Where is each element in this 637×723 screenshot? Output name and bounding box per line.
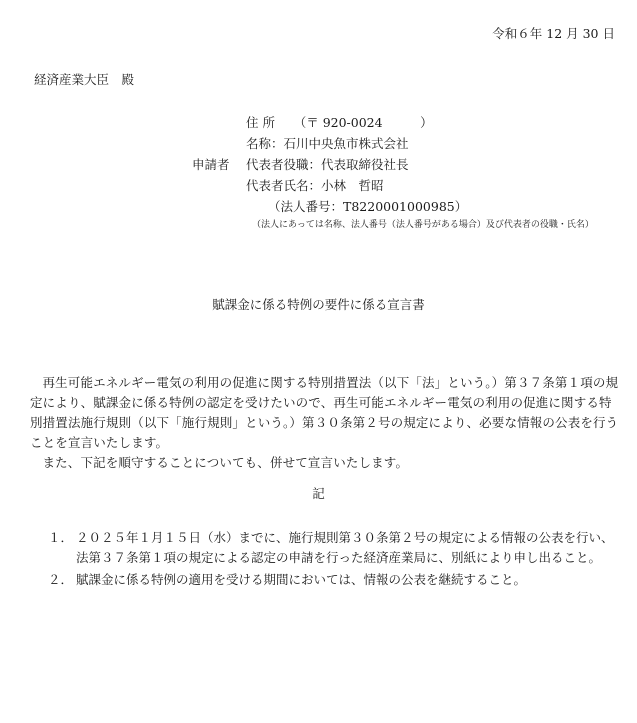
item-list <box>48 528 618 592</box>
item-text: 賦課金に係る特例の適用を受ける期間においては、情報の公表を継続すること。 <box>76 572 527 587</box>
applicant-address: 住 所 （〒 920-0024 ） <box>246 115 433 130</box>
applicant-note: （法人にあっては名称、法人番号（法人番号がある場合）及び代表者の役職・氏名） <box>252 220 594 230</box>
ki-heading: 記 <box>312 486 325 501</box>
item-text: ２０２５年１月１５日（水）までに、施行規則第３０条第２号の規定による情報の公表を行い、法第３７条第１項の規定による認定の申請を行った経済産業局に、別紙により申し出ること。 <box>76 530 614 565</box>
declaration-paragraph-1: 再生可能エネルギー電気の利用の促進に関する特別措置法（以下「法」という。）第３７条第１項の規定により、賦課金に係る特例の認定を受けたいので、再生可能エネルギー電気の利用の促進に関する特別措置法施行規則（以下「施行規則」という。）第３０条第２号の規定により、必要な情報の公表を行うことを宣言いたします。 <box>30 375 619 450</box>
applicant-representative-title: 代表者役職：代表取締役社長 <box>246 157 409 172</box>
list-item <box>48 570 618 590</box>
addressee: 経済産業大臣 殿 <box>34 72 135 87</box>
item-number: ２． <box>48 572 74 587</box>
document-date: 令和６年 12 月 30 日 <box>492 26 615 41</box>
applicant-representative-name: 代表者氏名：小林 哲昭 <box>246 178 384 193</box>
document-title: 賦課金に係る特例の要件に係る宣言書 <box>212 297 425 312</box>
declaration-body <box>30 373 620 473</box>
applicant-corporate-number: （法人番号：T8220001000985） <box>268 199 468 214</box>
declaration-paragraph-2: また、下記を順守することについても、併せて宣言いたします。 <box>42 455 409 470</box>
item-number: １． <box>48 530 74 545</box>
applicant-company-name: 名称：石川中央魚市株式会社 <box>246 136 409 151</box>
applicant-label: 申請者 <box>192 157 230 172</box>
list-item <box>48 528 618 568</box>
